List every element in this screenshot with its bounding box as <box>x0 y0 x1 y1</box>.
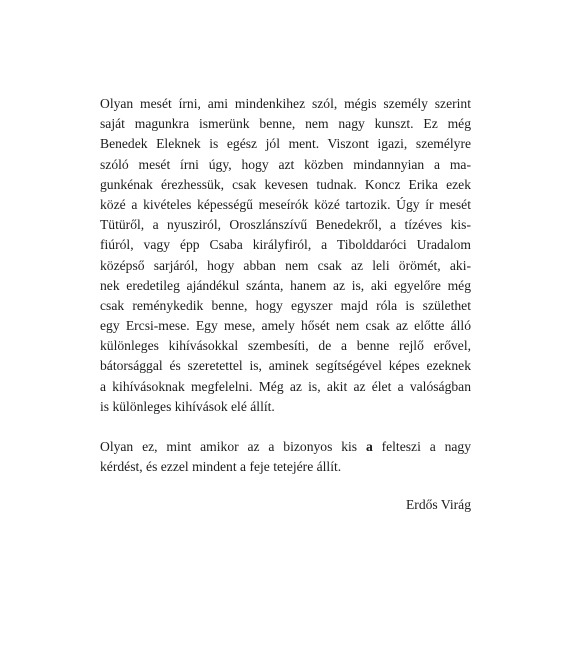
text-run: Olyan ez, mint amikor az a bizonyos kis <box>100 439 366 455</box>
text-line: szóló mesét írni úgy, hogy azt közben mindannyian a ma- <box>100 156 471 172</box>
body-text <box>100 94 471 478</box>
text-line: nek eredetileg ajándékul szánta, hanem az is, aki egyelőre még <box>100 277 471 293</box>
text-line: középső sarjáról, hogy abban nem csak az leli örömét, aki- <box>100 257 471 273</box>
text-line: különleges kihívásokkal szembesíti, de a benne rejlő erővel, <box>100 338 471 354</box>
text-run: felteszi a nagy <box>372 439 471 455</box>
text-line: bátorsággal és szeretettel is, aminek segítségével képes ezeknek <box>100 358 471 374</box>
text-line: saját magunkra ismerünk benne, nem nagy kunszt. Ez még <box>100 116 471 132</box>
text-line: fiúról, vagy épp Csaba királyfiról, a Tibolddaróci Uradalom <box>100 237 471 253</box>
paragraph-2 <box>100 437 471 477</box>
text-line: Tütüről, a nyusziról, Oroszlánszívű Benedekről, a tízéves kis- <box>100 217 471 233</box>
paragraph-gap <box>100 417 471 437</box>
text-line <box>100 437 471 457</box>
author-signature: Erdős Virág <box>405 497 471 512</box>
text-line: Benedek Eleknek is egész jól ment. Viszont igazi, személyre <box>100 136 471 152</box>
text-line: is különleges kihívások elé állít. <box>100 398 275 414</box>
text-line: kérdést, és ezzel mindent a feje tetejére állít. <box>100 459 342 475</box>
emphasized-letter: a <box>365 439 373 455</box>
paragraph-1 <box>100 94 471 417</box>
text-line: csak reménykedik benne, hogy egyszer majd róla is születhet <box>100 297 471 313</box>
text-line: egy Ercsi-mese. Egy mese, amely hősét nem csak az előtte álló <box>100 318 471 334</box>
text-line: közé a kivételes képességű meseírók közé tartozik. Úgy ír mesét <box>100 196 471 212</box>
text-line: a kihívásoknak megfelelni. Még az is, akit az élet a valóságban <box>100 378 471 394</box>
text-line: Olyan mesét írni, ami mindenkihez szól, mégis személy szerint <box>100 96 471 111</box>
text-line: gunkénak érezhessük, csak kevesen tudnak. Koncz Erika ezek <box>100 176 471 192</box>
